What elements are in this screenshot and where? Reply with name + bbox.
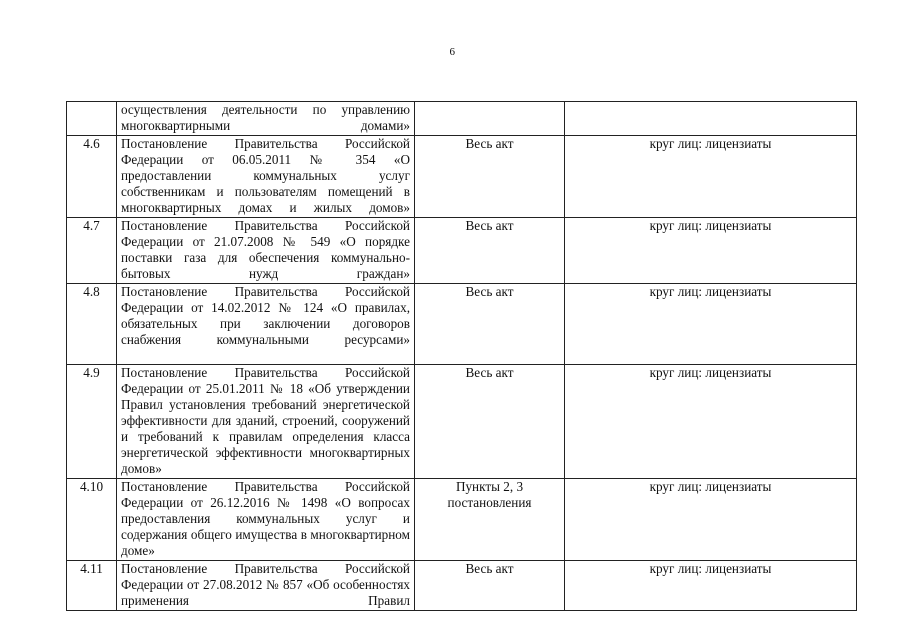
regulations-table — [66, 101, 857, 611]
act-scope: Весь акт — [415, 284, 565, 365]
act-title: Постановление Правительства Российской Федерации от 14.02.2012 № 124 «О правилах, обязательных при заключении договоров снабжения коммунальными ресурсами» — [117, 284, 415, 365]
act-title: Постановление Правительства Российской Федерации от 27.08.2012 № 857 «Об особенностях применения Правил — [117, 561, 415, 611]
applicable-persons: круг лиц: лицензиаты — [565, 561, 857, 611]
act-scope: Весь акт — [415, 218, 565, 284]
table-row — [67, 102, 857, 136]
row-number: 4.9 — [67, 365, 117, 479]
row-number: 4.8 — [67, 284, 117, 365]
act-scope — [415, 102, 565, 136]
row-number: 4.11 — [67, 561, 117, 611]
applicable-persons — [565, 102, 857, 136]
act-title: Постановление Правительства Российской Федерации от 06.05.2011 № 354 «О предоставлении коммунальных услуг собственникам и пользователям помещений в многоквартирных домах и жилых домов» — [117, 136, 415, 218]
table-row — [67, 218, 857, 284]
table-row — [67, 479, 857, 561]
applicable-persons: круг лиц: лицензиаты — [565, 479, 857, 561]
table-row — [67, 136, 857, 218]
applicable-persons: круг лиц: лицензиаты — [565, 136, 857, 218]
act-scope: Весь акт — [415, 365, 565, 479]
row-number — [67, 102, 117, 136]
act-title: Постановление Правительства Российской Федерации от 25.01.2011 № 18 «Об утверждении Правил установления требований энергетической эффективности для зданий, строений, сооружений и требований к правилам определения класса энергетической эффективности многоквартирных домов» — [117, 365, 415, 479]
table-row — [67, 561, 857, 611]
row-number: 4.6 — [67, 136, 117, 218]
table-row — [67, 284, 857, 365]
act-scope: Пункты 2, 3 постановления — [415, 479, 565, 561]
applicable-persons: круг лиц: лицензиаты — [565, 218, 857, 284]
row-number: 4.7 — [67, 218, 117, 284]
table-row — [67, 365, 857, 479]
applicable-persons: круг лиц: лицензиаты — [565, 284, 857, 365]
page-number: 6 — [449, 46, 456, 58]
act-scope: Весь акт — [415, 136, 565, 218]
applicable-persons: круг лиц: лицензиаты — [565, 365, 857, 479]
row-number: 4.10 — [67, 479, 117, 561]
act-title: осуществления деятельности по управлению многоквартирными домами» — [117, 102, 415, 136]
act-scope: Весь акт — [415, 561, 565, 611]
act-title: Постановление Правительства Российской Федерации от 26.12.2016 № 1498 «О вопросах предоставления коммунальных услуг и содержания общего имущества в многоквартирном доме» — [117, 479, 415, 561]
act-title: Постановление Правительства Российской Федерации от 21.07.2008 № 549 «О порядке поставки газа для обеспечения коммунально-бытовых нужд граждан» — [117, 218, 415, 284]
